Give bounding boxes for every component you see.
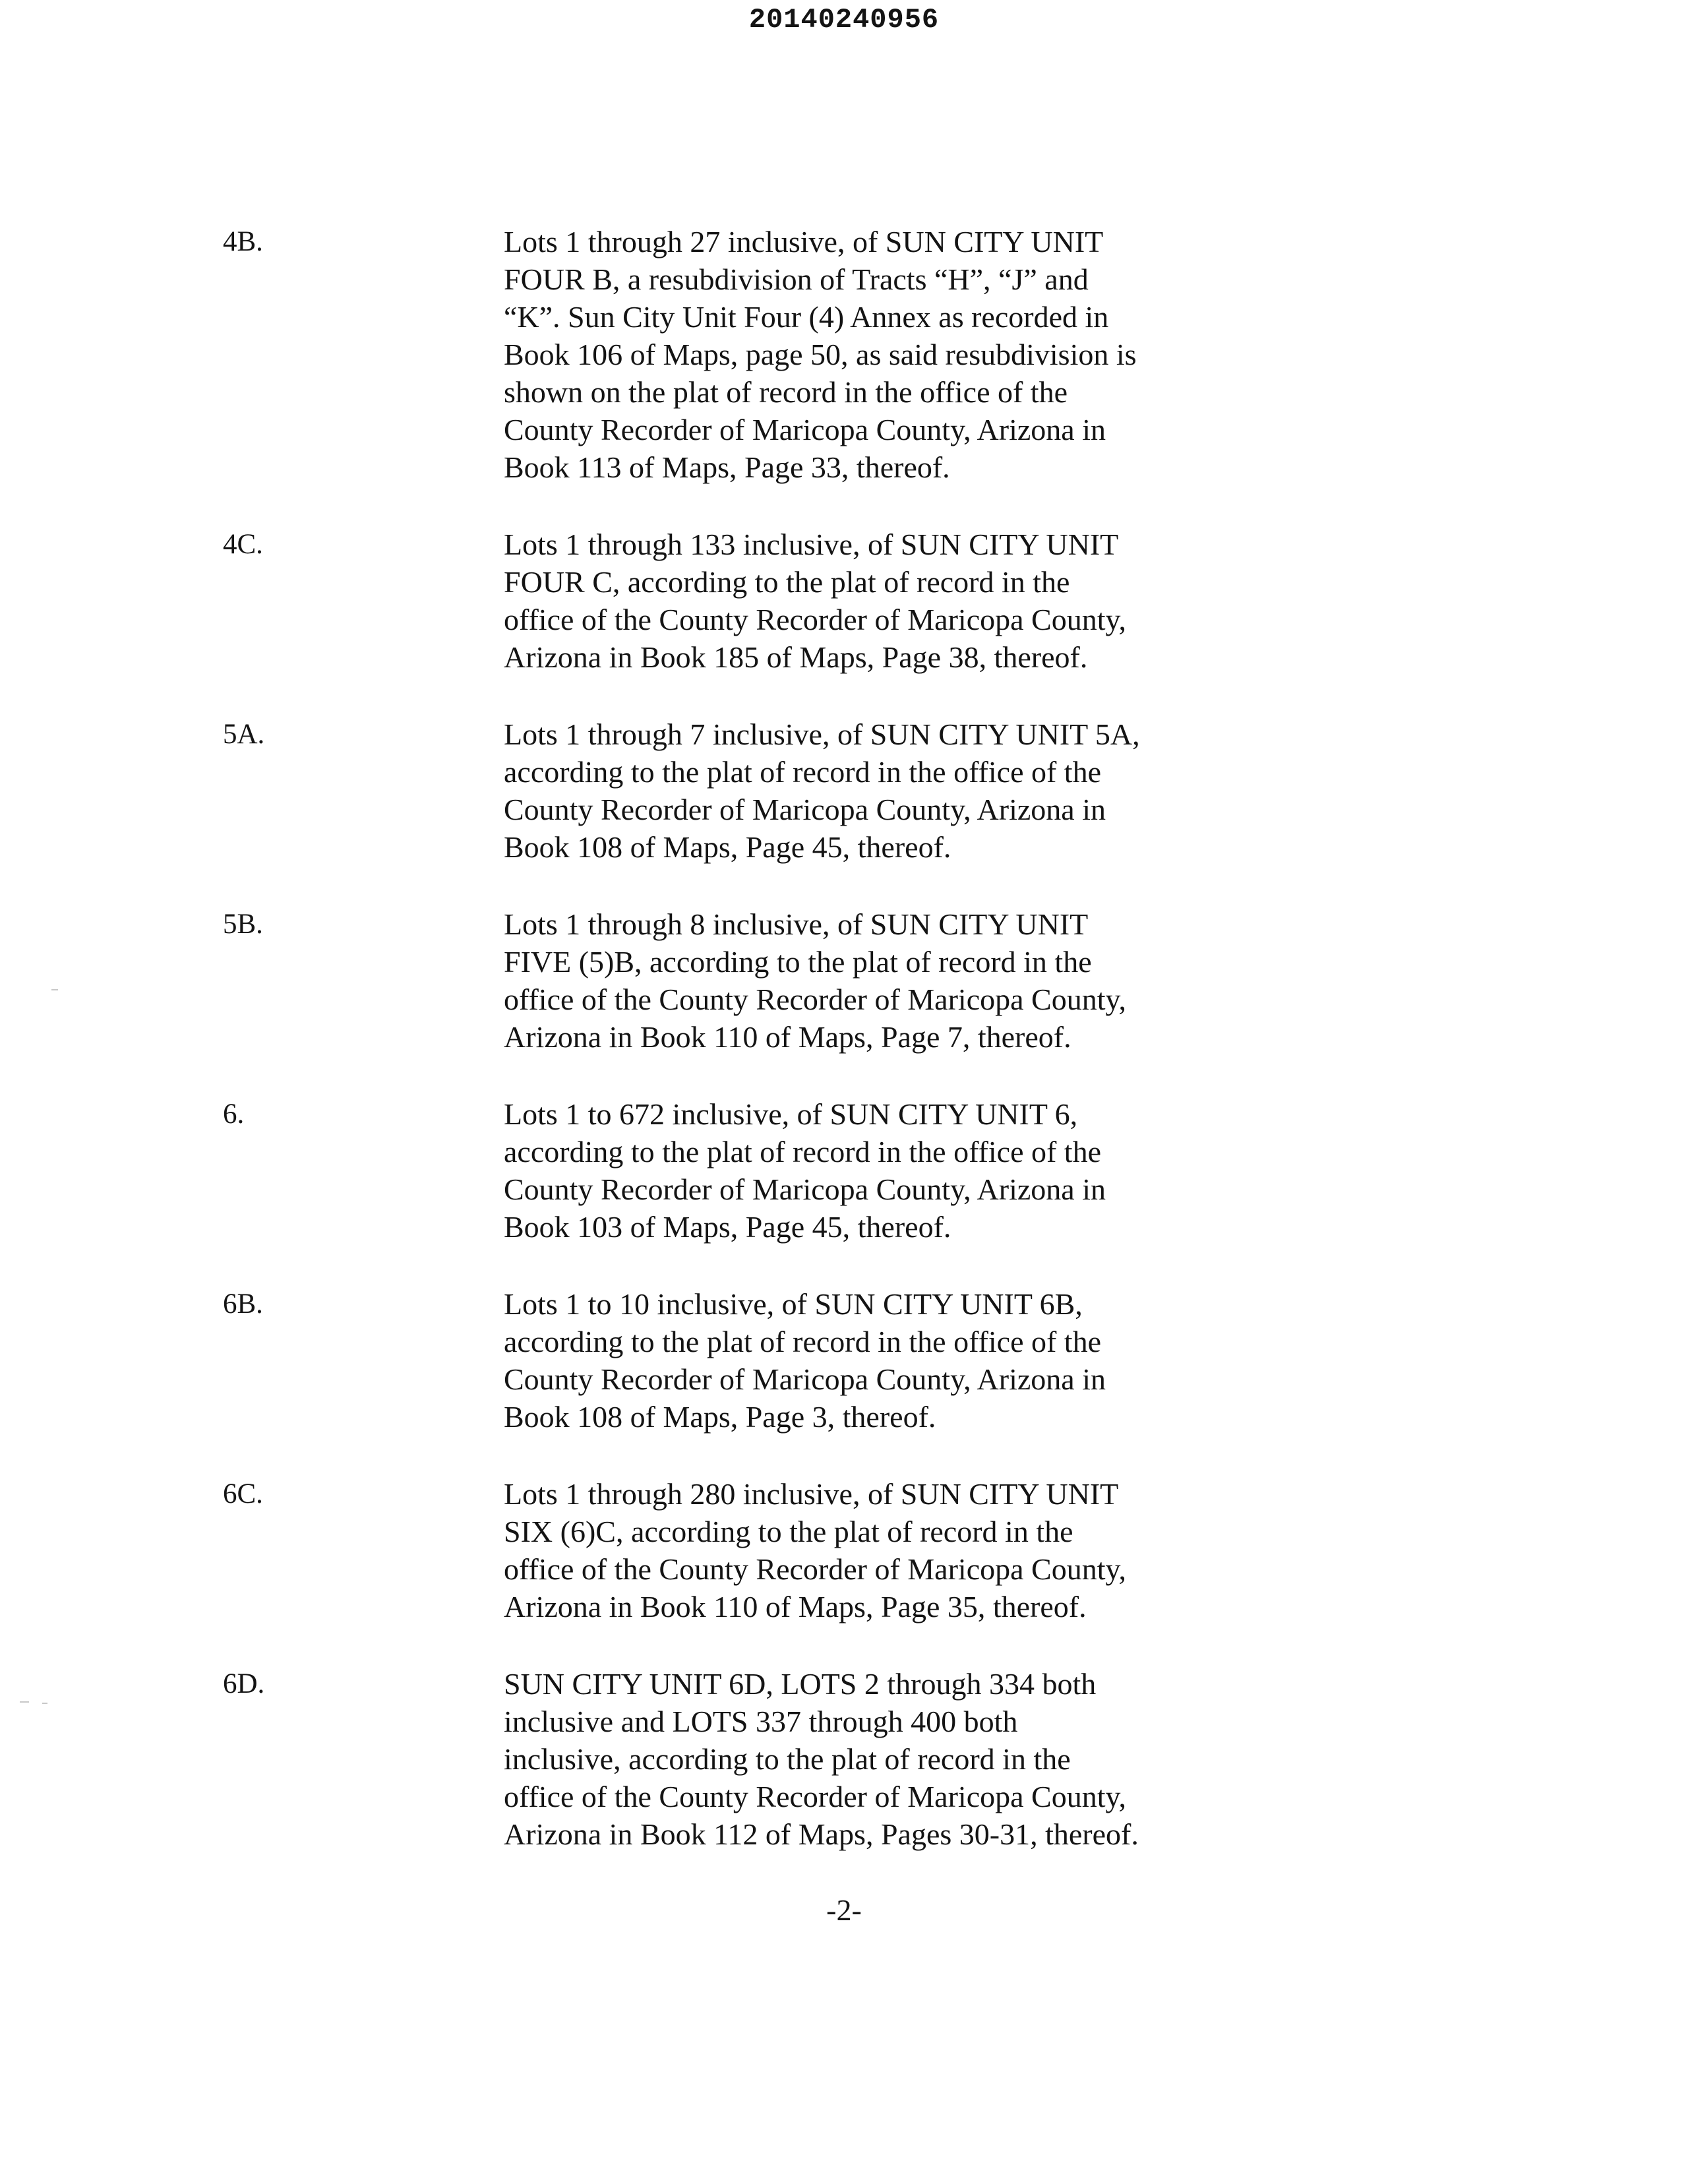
entry-line: Lots 1 to 672 inclusive, of SUN CITY UNIT 6, <box>504 1097 1078 1131</box>
entry-line: office of the County Recorder of Maricopa County, <box>504 603 1127 636</box>
entry-6d <box>0 1665 1688 1853</box>
entry-line: County Recorder of Maricopa County, Arizona in <box>504 413 1106 446</box>
entry-line: “K”. Sun City Unit Four (4) Annex as recorded in <box>504 300 1109 334</box>
entry-line: Lots 1 through 133 inclusive, of SUN CITY UNIT <box>504 528 1119 561</box>
entry-line: according to the plat of record in the office of the <box>504 1135 1102 1168</box>
entry-line: according to the plat of record in the office of the <box>504 755 1102 789</box>
entry-line: Book 113 of Maps, Page 33, thereof. <box>504 450 950 484</box>
entry-line: SUN CITY UNIT 6D, LOTS 2 through 334 both <box>504 1667 1097 1701</box>
entry-label: 4C. <box>223 529 263 560</box>
recording-number: 20140240956 <box>748 4 940 36</box>
entry-line: Book 103 of Maps, Page 45, thereof. <box>504 1210 951 1244</box>
entry-label: 6D. <box>223 1668 265 1699</box>
entry-line: Arizona in Book 110 of Maps, Page 7, thereof. <box>504 1020 1071 1054</box>
entry-6b <box>0 1285 1688 1436</box>
entry-line: shown on the plat of record in the office of the <box>504 375 1068 409</box>
entry-text <box>504 1095 1176 1246</box>
entry-label: 6. <box>223 1099 245 1130</box>
entry-line: Lots 1 through 280 inclusive, of SUN CITY UNIT <box>504 1477 1119 1511</box>
entry-line: FOUR C, according to the plat of record in the <box>504 565 1070 599</box>
entry-4c <box>0 526 1688 676</box>
page-number: -2- <box>826 1893 862 1927</box>
entry-line: SIX (6)C, according to the plat of record in the <box>504 1515 1073 1548</box>
entry-text <box>504 1665 1176 1853</box>
entry-label: 5A. <box>223 719 265 750</box>
entry-text <box>504 905 1176 1056</box>
entry-text <box>504 1285 1176 1436</box>
entry-text <box>504 526 1176 676</box>
entry-line: FIVE (5)B, according to the plat of record in the <box>504 945 1092 979</box>
entry-line: Book 108 of Maps, Page 3, thereof. <box>504 1400 936 1434</box>
entry-5b <box>0 905 1688 1056</box>
entry-5a <box>0 715 1688 866</box>
entry-text <box>504 223 1176 486</box>
entry-line: FOUR B, a resubdivision of Tracts “H”, “J” and <box>504 262 1089 296</box>
entry-label: 6C. <box>223 1478 263 1509</box>
entry-line: Book 106 of Maps, page 50, as said resubdivision is <box>504 338 1137 371</box>
entry-line: inclusive and LOTS 337 through 400 both <box>504 1705 1018 1738</box>
entry-line: Arizona in Book 185 of Maps, Page 38, thereof. <box>504 640 1088 674</box>
entry-line: County Recorder of Maricopa County, Arizona in <box>504 1362 1106 1396</box>
entry-text <box>504 715 1176 866</box>
entry-label: 6B. <box>223 1289 263 1320</box>
entry-line: Lots 1 through 27 inclusive, of SUN CITY UNIT <box>504 225 1104 258</box>
entry-line: County Recorder of Maricopa County, Arizona in <box>504 793 1106 826</box>
legal-description-list <box>0 223 1688 1893</box>
entry-6c <box>0 1475 1688 1625</box>
entry-line: Lots 1 through 8 inclusive, of SUN CITY UNIT <box>504 907 1089 941</box>
entry-line: office of the County Recorder of Maricopa County, <box>504 983 1127 1016</box>
scan-speck <box>20 1701 29 1703</box>
entry-line: Lots 1 through 7 inclusive, of SUN CITY UNIT 5A, <box>504 717 1140 751</box>
entry-text <box>504 1475 1176 1625</box>
entry-line: office of the County Recorder of Maricopa County, <box>504 1552 1127 1586</box>
entry-4b <box>0 223 1688 486</box>
entry-line: Lots 1 to 10 inclusive, of SUN CITY UNIT 6B, <box>504 1287 1083 1321</box>
scan-speck <box>51 989 58 990</box>
entry-label: 4B. <box>223 226 263 257</box>
entry-6 <box>0 1095 1688 1246</box>
entry-line: inclusive, according to the plat of record in the <box>504 1742 1071 1776</box>
scan-speck <box>42 1703 47 1704</box>
entry-line: Arizona in Book 110 of Maps, Page 35, thereof. <box>504 1590 1087 1623</box>
entry-label: 5B. <box>223 909 263 940</box>
entry-line: County Recorder of Maricopa County, Arizona in <box>504 1172 1106 1206</box>
entry-line: office of the County Recorder of Maricopa County, <box>504 1780 1127 1813</box>
entry-line: Arizona in Book 112 of Maps, Pages 30-31, thereof. <box>504 1817 1139 1851</box>
entry-line: according to the plat of record in the office of the <box>504 1325 1102 1358</box>
entry-line: Book 108 of Maps, Page 45, thereof. <box>504 830 951 864</box>
